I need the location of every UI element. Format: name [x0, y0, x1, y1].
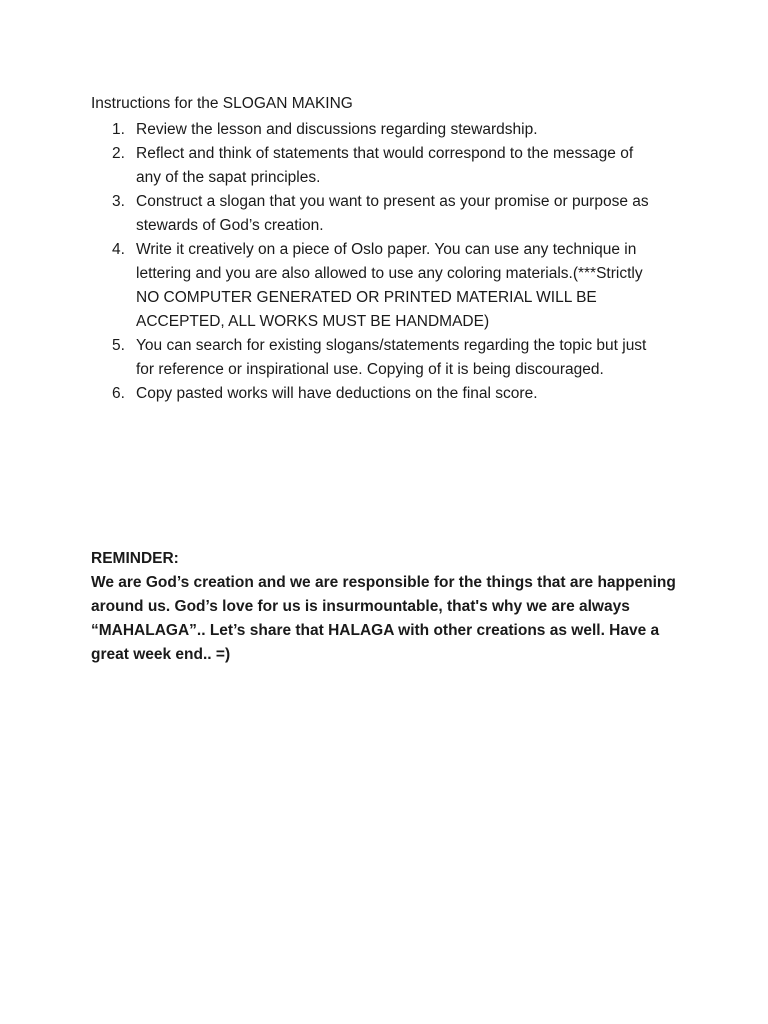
list-item-number: 6. — [112, 385, 125, 402]
list-item — [0, 238, 656, 334]
reminder-section — [91, 547, 691, 667]
list-item — [0, 118, 656, 142]
list-item-text: Write it creatively on a piece of Oslo paper. You can use any technique in lettering and you are also allowed to use any coloring materials.(***Strictly NO COMPUTER GENERATED OR PRINTED MATERIAL WILL BE ACCEPTED, ALL WORKS MUST BE HANDMADE) — [136, 241, 643, 330]
list-item-number: 4. — [112, 241, 125, 258]
list-item-number: 3. — [112, 193, 125, 210]
list-item — [0, 334, 656, 382]
list-item — [0, 142, 656, 190]
list-item — [0, 190, 656, 238]
list-item-text: You can search for existing slogans/statements regarding the topic but just for reference or inspirational use. Copying of it is being discouraged. — [136, 337, 647, 378]
instructions-list — [0, 118, 768, 406]
list-item-text: Reflect and think of statements that would correspond to the message of any of the sapat principles. — [136, 145, 634, 186]
list-item-text: Copy pasted works will have deductions on the final score. — [136, 385, 538, 402]
list-item-number: 1. — [112, 121, 125, 138]
list-item-text: Review the lesson and discussions regarding stewardship. — [136, 121, 538, 138]
list-item-text: Construct a slogan that you want to present as your promise or purpose as stewards of God’s creation. — [136, 193, 649, 234]
list-item — [0, 382, 656, 406]
list-item-number: 2. — [112, 145, 125, 162]
list-item-number: 5. — [112, 337, 125, 354]
instructions-heading: Instructions for the SLOGAN MAKING — [91, 95, 353, 112]
reminder-title: REMINDER: — [91, 550, 179, 567]
reminder-body: We are God’s creation and we are responsible for the things that are happening around us. God’s love for us is insurmountable, that's why we are always “MAHALAGA”.. Let’s share that HALAGA with other creations as well. Have a great week end.. =) — [91, 574, 676, 663]
